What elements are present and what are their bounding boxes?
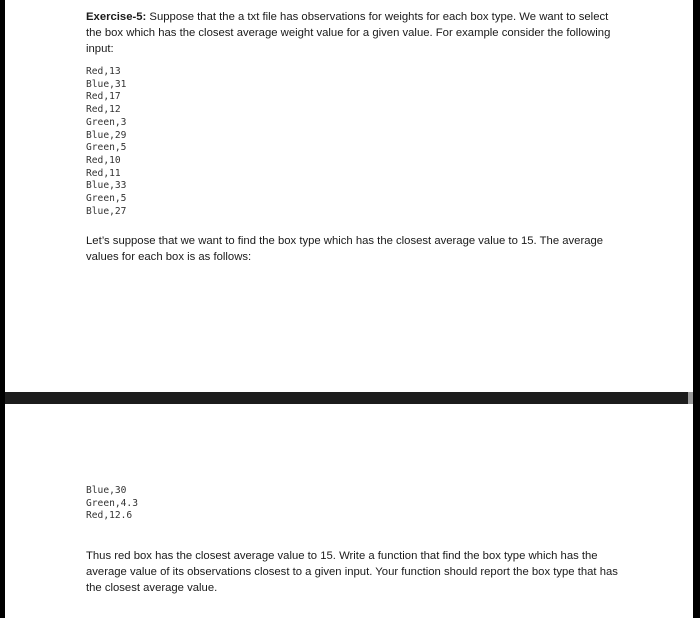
averages-data-block — [86, 485, 138, 523]
middle-paragraph: Let’s suppose that we want to find the box type which has the closest average value to 15. The average values for each box is as follows: — [86, 235, 604, 263]
input-line: Green,3 — [86, 116, 127, 128]
input-line: Green,5 — [86, 193, 127, 205]
input-line: Red,11 — [86, 167, 121, 179]
input-data-block — [86, 66, 126, 218]
input-line: Red,10 — [86, 154, 121, 166]
page-separator — [5, 392, 693, 404]
input-line: Blue,31 — [86, 78, 127, 90]
input-line: Green,5 — [86, 142, 127, 154]
scrollbar-thumb[interactable] — [688, 392, 693, 404]
average-line: Blue,30 — [86, 485, 127, 496]
input-line: Blue,29 — [86, 129, 127, 141]
right-frame-border — [693, 0, 700, 618]
average-line: Red,12.6 — [86, 510, 133, 522]
input-line: Red,13 — [86, 66, 121, 77]
input-line: Blue,27 — [86, 205, 127, 217]
conclusion-paragraph: Thus red box has the closest average value to 15. Write a function that find the box type which has the average value of its observations closest to a given input. Your function should report the box type that has the closest average value. — [86, 550, 618, 594]
input-line: Blue,33 — [86, 180, 127, 192]
input-line: Red,17 — [86, 91, 121, 103]
exercise-title: Exercise-5: — [86, 11, 147, 23]
exercise-statement — [86, 9, 626, 57]
exercise-intro: Suppose that the a txt file has observations for weights for each box type. We want to select the box which has the closest average weight value for a given value. For example consider the following input: — [86, 11, 611, 55]
average-line: Green,4.3 — [86, 497, 138, 509]
input-line: Red,12 — [86, 104, 121, 116]
